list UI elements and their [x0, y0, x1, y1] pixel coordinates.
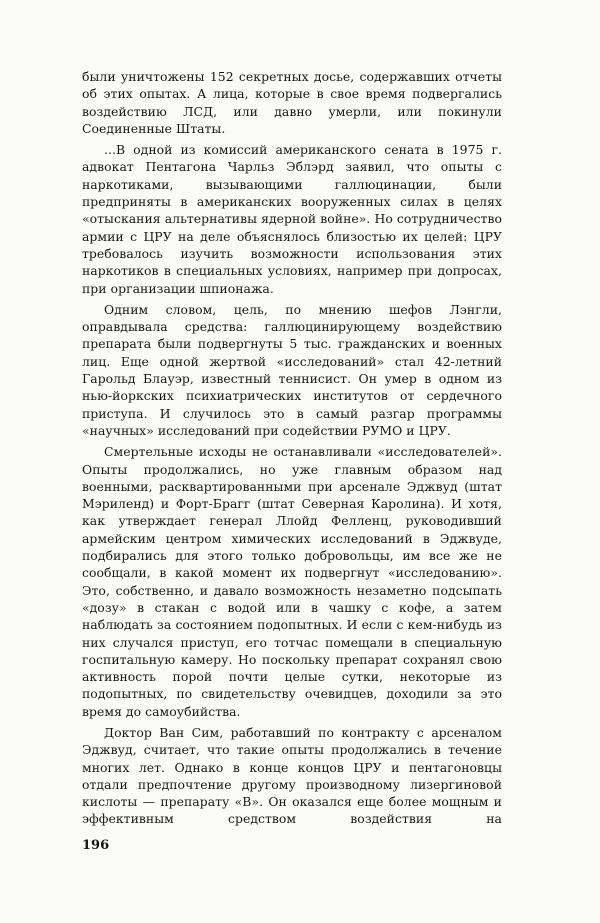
- page-number: 196: [82, 838, 110, 853]
- paragraph-3: Одним словом, цель, по мнению шефов Лэнгли, оправдывала средства: галлюцинирующему воздействию препарата были подвергнуты 5 тыс. гражданских и военных лиц. Еще одной жертвой «исследований» стал 42-летний Гарольд Блауэр, известный теннисист. Он умер в одном из нью-йоркских психиатрических институтов от сердечного приступа. И случилось это в самый разгар программы «научных» исследований при содействии РУМО и ЦРУ.: [82, 301, 502, 438]
- body-text: [82, 68, 502, 828]
- paragraph-1: были уничтожены 152 секретных досье, содержавших отчеты об этих опытах. А лица, которые в свое время подвергались воздействию ЛСД, или давно умерли, или покинули Соединенные Штаты.: [82, 69, 502, 136]
- paragraph-4: Смертельные исходы не останавливали «исследователей». Опыты продолжались, но уже главным образом над военными, расквартированными при арсенале Эджвуд (штат Мэриленд) и Форт-Брагг (штат Северная Каролина). И хотя, как утверждает генерал Ллойд Фелленц, руководивший армейским центром химических исследований в Эджвуде, подбирались для этого только добровольцы, им все же не сообщали, в какой момент их подвергнут «исследованию». Это, собственно, и давало возможность незаметно подсыпать «дозу» в стакан с водой или в чашку с кофе, а затем наблюдать за состоянием подопытных. И если с кем-нибудь из них случался приступ, его тотчас помещали в специальную госпитальную камеру. Но поскольку препарат сохранял свою активность порой почти целые сутки, некоторые из подопытных, по свидетельству очевидцев, доходили за это время до самоубийства.: [82, 444, 502, 719]
- paragraph-5: Доктор Ван Сим, работавший по контракту с арсеналом Эджвуд, считает, что такие опыты продолжались в течение многих лет. Однако в конце концов ЦРУ и пентагоновцы отдали предпочтение другому производному лизергиновой кислоты — препарату «В». Он оказался еще более мощным и эффективным средством воздействия на: [82, 724, 502, 827]
- paragraph-2: ...В одной из комиссий американского сената в 1975 г. адвокат Пентагона Чарльз Эблэрд заявил, что опыты с наркотиками, вызывающими галлюцинации, были предприняты в американских вооруженных силах в целях «отыскания альтернативы ядерной войне». Но сотрудничество армии с ЦРУ на деле объяснялось близостью их целей: ЦРУ требовалось изучить возможности использования этих наркотиков в специальных условиях, например при допросах, при организации шпионажа.: [82, 142, 502, 296]
